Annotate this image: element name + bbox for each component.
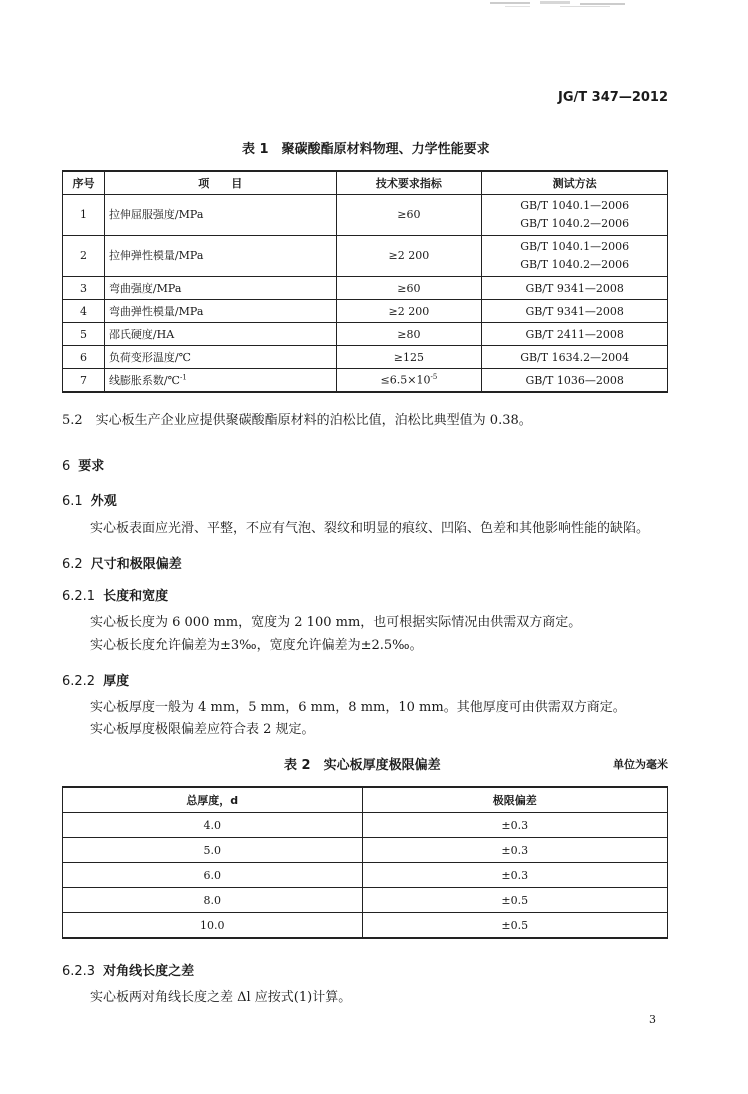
table2-header-row [63,787,668,813]
table-row [63,369,668,393]
cell-item [104,369,336,393]
method-line: GB/T 1040.2—2006 [520,258,630,271]
req-text: ≤6.5×10 [380,373,431,387]
heading-6 [62,455,104,474]
table-row [63,838,668,863]
cell-item: 负荷变形温度/℃ [104,346,336,369]
table-row [63,236,668,277]
cell-test-method: GB/T 9341—2008 [482,300,668,323]
cell-thickness: 8.0 [63,888,363,913]
cell-test-method [482,195,668,236]
cell-requirement: ≥2 200 [336,300,482,323]
heading-title: 尺寸和极限偏差 [90,557,182,572]
page-number: 3 [649,1013,656,1026]
cell-deviation: ±0.3 [362,863,668,888]
cell-no: 2 [63,236,105,277]
table1-caption: 表 1 聚碳酸酯原材料物理、力学性能要求 [242,142,490,157]
method-line: GB/T 1040.1—2006 [520,199,630,212]
cell-item: 邵氏硬度/HA [104,323,336,346]
table-row [63,277,668,300]
table-row [63,300,668,323]
col-header-requirement: 技术要求指标 [336,171,482,195]
item-superscript: -1 [179,373,187,382]
clause-6-2-2-text-1: 实心板厚度一般为 4 mm，5 mm，6 mm，8 mm，10 mm。其他厚度可由供需双方商定。 [90,700,626,715]
heading-number: 6.1 [62,494,83,509]
cell-item: 拉伸弹性模量/MPa [104,236,336,277]
heading-title: 对角线长度之差 [103,964,195,979]
heading-number: 6.2.3 [62,964,96,979]
cell-requirement [336,369,482,393]
table-row [63,888,668,913]
heading-title: 外观 [90,494,117,509]
cell-no: 1 [63,195,105,236]
clause-6-2-1-text-1: 实心板长度为 6 000 mm，宽度为 2 100 mm，也可根据实际情况由供需双方商定。 [90,615,582,630]
col-header-thickness: 总厚度，d [63,787,363,813]
cell-item: 弯曲弹性模量/MPa [104,300,336,323]
cell-deviation: ±0.5 [362,913,668,939]
heading-number: 6.2 [62,557,83,572]
table2-caption: 表 2 实心板厚度极限偏差 [284,758,441,773]
heading-title: 要求 [78,459,105,474]
cell-test-method: GB/T 2411—2008 [482,323,668,346]
cell-no: 3 [63,277,105,300]
heading-title: 长度和宽度 [103,589,169,604]
col-header-item: 项 目 [104,171,336,195]
cell-requirement: ≥80 [336,323,482,346]
cell-thickness: 5.0 [63,838,363,863]
cell-deviation: ±0.3 [362,838,668,863]
col-header-no: 序号 [63,171,105,195]
req-superscript: -5 [430,373,438,382]
cell-requirement: ≥60 [336,195,482,236]
clause-6-1-text: 实心板表面应光滑、平整，不应有气泡、裂纹和明显的痕纹、凹陷、色差和其他影响性能的缺陷。 [90,521,650,536]
table1-header-row [63,171,668,195]
heading-6-2-3 [62,960,194,979]
heading-number: 6.2.1 [62,589,96,604]
cell-thickness: 10.0 [63,913,363,939]
cell-thickness: 6.0 [63,863,363,888]
heading-number: 6 [62,459,71,474]
item-text: 线膨胀系数/℃ [108,374,180,387]
clause-6-2-2-text-2: 实心板厚度极限偏差应符合表 2 规定。 [90,722,315,737]
cell-test-method: GB/T 1634.2—2004 [482,346,668,369]
method-line: GB/T 1040.1—2006 [520,240,630,253]
cell-item: 拉伸屈服强度/MPa [104,195,336,236]
cell-test-method: GB/T 9341—2008 [482,277,668,300]
col-header-deviation: 极限偏差 [362,787,668,813]
cell-requirement: ≥60 [336,277,482,300]
clause-5-2: 5.2 实心板生产企业应提供聚碳酸酯原材料的泊松比值，泊松比典型值为 0.38。 [62,413,532,428]
heading-6-1 [62,490,117,509]
table2-thickness-deviation [62,786,668,939]
heading-6-2 [62,553,182,572]
cell-requirement: ≥2 200 [336,236,482,277]
table-row [63,813,668,838]
method-line: GB/T 1040.2—2006 [520,217,630,230]
heading-6-2-2 [62,670,129,689]
table2-unit: 单位为毫米 [613,758,668,771]
cell-no: 7 [63,369,105,393]
table-row [63,913,668,939]
table-row [63,346,668,369]
cell-deviation: ±0.5 [362,888,668,913]
table1-material-requirements [62,170,668,393]
cell-no: 6 [63,346,105,369]
cell-thickness: 4.0 [63,813,363,838]
heading-number: 6.2.2 [62,674,96,689]
cell-requirement: ≥125 [336,346,482,369]
cell-test-method: GB/T 1036—2008 [482,369,668,393]
cell-no: 4 [63,300,105,323]
table-row [63,195,668,236]
standard-code: JG/T 347—2012 [558,90,668,105]
scan-speckle [470,0,640,14]
cell-test-method [482,236,668,277]
cell-no: 5 [63,323,105,346]
cell-item: 弯曲强度/MPa [104,277,336,300]
col-header-test-method: 测试方法 [482,171,668,195]
heading-title: 厚度 [103,674,130,689]
table-row [63,323,668,346]
clause-6-2-3-text: 实心板两对角线长度之差 Δl 应按式(1)计算。 [90,990,352,1005]
table-row [63,863,668,888]
heading-6-2-1 [62,585,168,604]
clause-6-2-1-text-2: 实心板长度允许偏差为±3‰，宽度允许偏差为±2.5‰。 [90,638,423,653]
cell-deviation: ±0.3 [362,813,668,838]
